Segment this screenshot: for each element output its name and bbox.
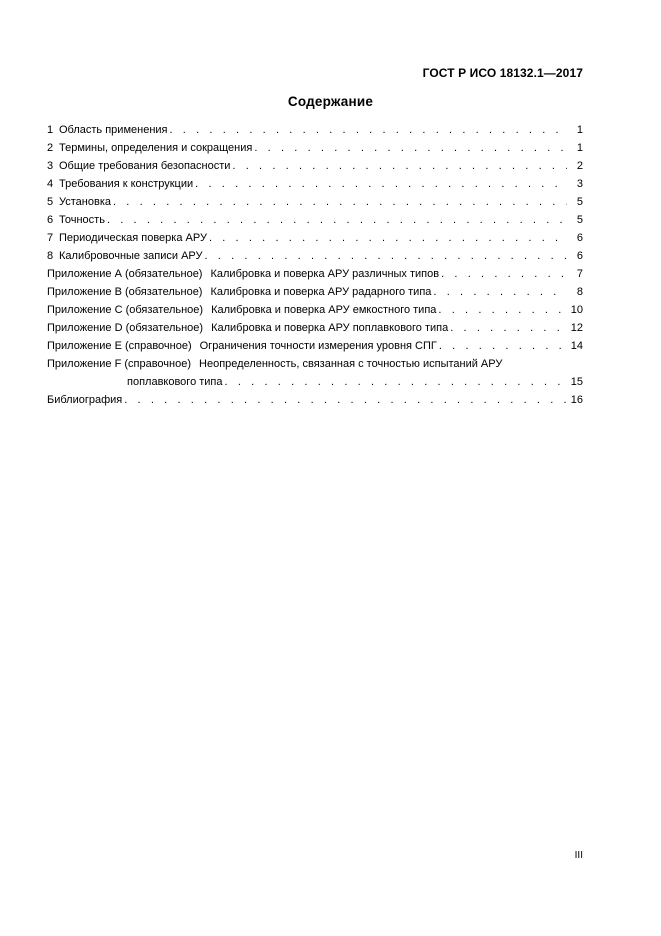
toc-entry-page: 12	[570, 322, 583, 334]
toc-leader-dots	[450, 319, 567, 337]
toc-annex-entry[interactable]	[47, 265, 583, 283]
toc-annex-entry[interactable]	[47, 301, 583, 319]
toc-leader-dots	[433, 283, 567, 301]
toc-annex-label: Калибровка и поверка АРУ различных типов	[210, 268, 440, 280]
toc-entry[interactable]	[47, 229, 583, 247]
toc-annex-entry[interactable]	[47, 283, 583, 301]
toc-annex-designation: Приложение Е (справочное)	[47, 340, 192, 352]
toc-annex-label: Ограничения точности измерения уровня СПГ	[199, 340, 437, 352]
toc-entry-number: 5	[47, 196, 54, 208]
toc-title: Содержание	[287, 94, 374, 109]
toc-entry-page: 1	[576, 142, 583, 154]
toc-entry-page: 15	[570, 376, 583, 388]
toc-annex-label-continued: поплавкового типа	[127, 376, 223, 388]
toc-annex-designation: Приложение В (обязательное)	[47, 286, 203, 298]
toc-annex-entry[interactable]	[47, 337, 583, 355]
toc-annex-designation: Приложение F (справочное)	[47, 358, 192, 370]
toc-entry-number: 2	[47, 142, 54, 154]
toc-leader-dots	[107, 211, 567, 229]
toc-annex-label: Неопределенность, связанная с точностью испытаний АРУ	[199, 358, 503, 370]
toc-entry[interactable]	[47, 139, 583, 157]
toc-entry-number: 1	[47, 124, 54, 136]
toc-entry-page: 5	[576, 214, 583, 226]
toc-annex-label: Калибровка и поверка АРУ радарного типа	[210, 286, 432, 298]
toc-annex-entry[interactable]	[47, 355, 583, 373]
toc-entry-page: 7	[576, 268, 583, 280]
toc-entry[interactable]	[47, 211, 583, 229]
toc-entry[interactable]	[47, 157, 583, 175]
toc-annex-designation: Приложение D (обязательное)	[47, 322, 204, 334]
toc-entry-label: Область применения	[59, 124, 168, 136]
toc-leader-dots	[438, 301, 567, 319]
toc-entry-page: 6	[576, 250, 583, 262]
toc-entry-number: 7	[47, 232, 54, 244]
toc-annex-entry[interactable]	[47, 319, 583, 337]
page-number: III	[574, 850, 583, 861]
toc-entry-label: Общие требования безопасности	[59, 160, 231, 172]
toc-leader-dots	[441, 265, 567, 283]
toc-leader-dots	[170, 121, 568, 139]
toc-entry-label: Установка	[59, 196, 111, 208]
toc-leader-dots	[439, 337, 567, 355]
toc-leader-dots	[225, 373, 567, 391]
toc-leader-dots	[209, 229, 567, 247]
toc-entry-page: 14	[570, 340, 583, 352]
toc-bibliography-entry[interactable]	[47, 391, 583, 409]
toc-entry[interactable]	[47, 121, 583, 139]
toc-entry-number: 3	[47, 160, 54, 172]
toc-entry-number: 8	[47, 250, 54, 262]
toc-annex-entry-continued[interactable]	[47, 373, 583, 391]
toc-entry[interactable]	[47, 247, 583, 265]
toc-entry-page: 2	[576, 160, 583, 172]
toc-entry-number: 4	[47, 178, 54, 190]
toc-leader-dots	[124, 391, 567, 409]
toc-leader-dots	[232, 157, 567, 175]
toc-entry-label: Термины, определения и сокращения	[59, 142, 253, 154]
toc-annex-label: Калибровка и поверка АРУ емкостного типа	[211, 304, 437, 316]
toc-entry[interactable]	[47, 175, 583, 193]
toc-entry-page: 10	[570, 304, 583, 316]
toc-entry[interactable]	[47, 193, 583, 211]
toc-bibliography-label: Библиография	[47, 394, 123, 406]
toc-entry-page: 5	[576, 196, 583, 208]
toc-entry-label: Точность	[59, 214, 105, 226]
toc-entry-page: 3	[576, 178, 583, 190]
toc-leader-dots	[195, 175, 567, 193]
toc-entry-label: Калибровочные записи АРУ	[59, 250, 203, 262]
table-of-contents	[47, 121, 583, 409]
toc-annex-designation: Приложение С (обязательное)	[47, 304, 204, 316]
toc-leader-dots	[254, 139, 567, 157]
toc-entry-page: 8	[576, 286, 583, 298]
toc-entry-page: 6	[576, 232, 583, 244]
toc-entry-label: Требования к конструкции	[59, 178, 194, 190]
toc-entry-label: Периодическая поверка АРУ	[59, 232, 207, 244]
toc-entry-page: 16	[570, 394, 583, 406]
toc-leader-dots	[113, 193, 567, 211]
standard-code: ГОСТ Р ИСО 18132.1—2017	[422, 66, 583, 80]
toc-entry-number: 6	[47, 214, 54, 226]
toc-entry-page: 1	[576, 124, 583, 136]
toc-annex-designation: Приложение А (обязательное)	[47, 268, 203, 280]
toc-annex-label: Калибровка и поверка АРУ поплавкового типа	[211, 322, 449, 334]
toc-leader-dots	[205, 247, 568, 265]
